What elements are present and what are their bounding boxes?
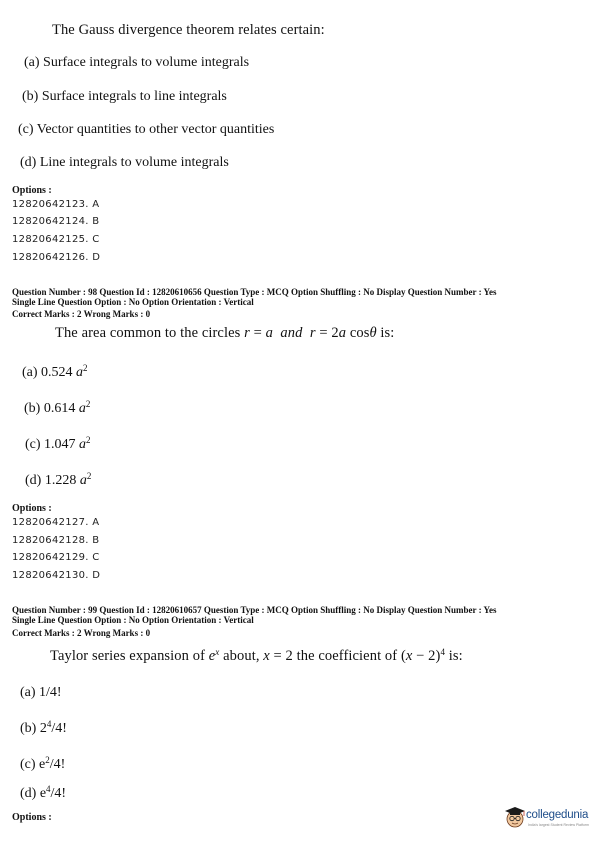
logo-wordmark: collegedunia [526,809,589,821]
q97-option-code-c: 12820642125. C [12,234,100,245]
q98-meta-line-3: Correct Marks : 2 Wrong Marks : 0 [12,309,151,319]
q99-meta-line-3: Correct Marks : 2 Wrong Marks : 0 [12,628,151,638]
q97-option-code-b: 12820642124. B [12,216,100,227]
q98-equation: r = a and r = 2a cosθ [244,325,377,341]
q99-question-text: Taylor series expansion of $e^x$ about, x = 2 the coefficient of $(x - 2)^4$ is: [50,647,463,664]
q99-options-label: Options : [12,812,52,823]
q99-option-c: (c) $e^2/4$! [20,755,66,772]
q99-option-a: (a) 1/4! [20,685,62,700]
q98-option-code-b: 12820642128. B [12,535,100,546]
q99-meta-line-2: Single Line Question Option : No Option Orientation : Vertical [12,615,254,625]
q99-question-prefix: Taylor series expansion of [50,648,209,664]
collegedunia-logo [504,805,590,831]
q99-option-b: (b) $2^4/4$! [20,719,67,736]
q98-option-c: (c) 1.047 $a^2$ [25,435,91,452]
q98-option-a: (a) 0.524 $a^2$ [22,363,88,380]
q98-question-prefix: The area common to the circles [55,325,245,341]
q97-option-d: (d) Line integrals to volume integrals [20,155,229,170]
q98-options-label: Options : [12,503,52,514]
q97-option-b: (b) Surface integrals to line integrals [22,89,227,104]
q97-question-text: The Gauss divergence theorem relates certain: [52,22,325,38]
q97-options-label: Options : [12,185,52,196]
q98-meta-line-2: Single Line Question Option : No Option Orientation : Vertical [12,297,254,307]
q99-exp-term: $e^x$ [208,647,220,664]
q98-meta-line-1: Question Number : 98 Question Id : 12820610656 Question Type : MCQ Option Shuffling : No Display Question Number : Yes [12,287,497,297]
q98-option-code-a: 12820642127. A [12,517,100,528]
q98-option-code-d: 12820642130. D [12,570,101,581]
q98-option-code-c: 12820642129. C [12,552,100,563]
q98-option-d: (d) 1.228 $a^2$ [25,471,92,488]
q99-term: $(x - 2)^4$ [400,647,446,664]
q98-question-text [55,325,394,342]
q98-question-suffix: is: [376,325,395,341]
q99-option-d: (d) $e^4/4$! [20,784,67,801]
graduate-mascot-icon [504,805,526,831]
q99-meta-line-1: Question Number : 99 Question Id : 12820610657 Question Type : MCQ Option Shuffling : No Display Question Number : Yes [12,605,497,615]
q97-option-c: (c) Vector quantities to other vector quantities [18,122,275,137]
q98-option-b: (b) 0.614 $a^2$ [24,399,91,416]
q97-option-a: (a) Surface integrals to volume integrals [24,55,250,70]
q97-option-code-a: 12820642123. A [12,199,100,210]
q97-option-code-d: 12820642126. D [12,252,101,263]
q99-point: x = 2 [263,648,293,664]
logo-tagline: India's largest Student Review Platform [528,823,589,827]
